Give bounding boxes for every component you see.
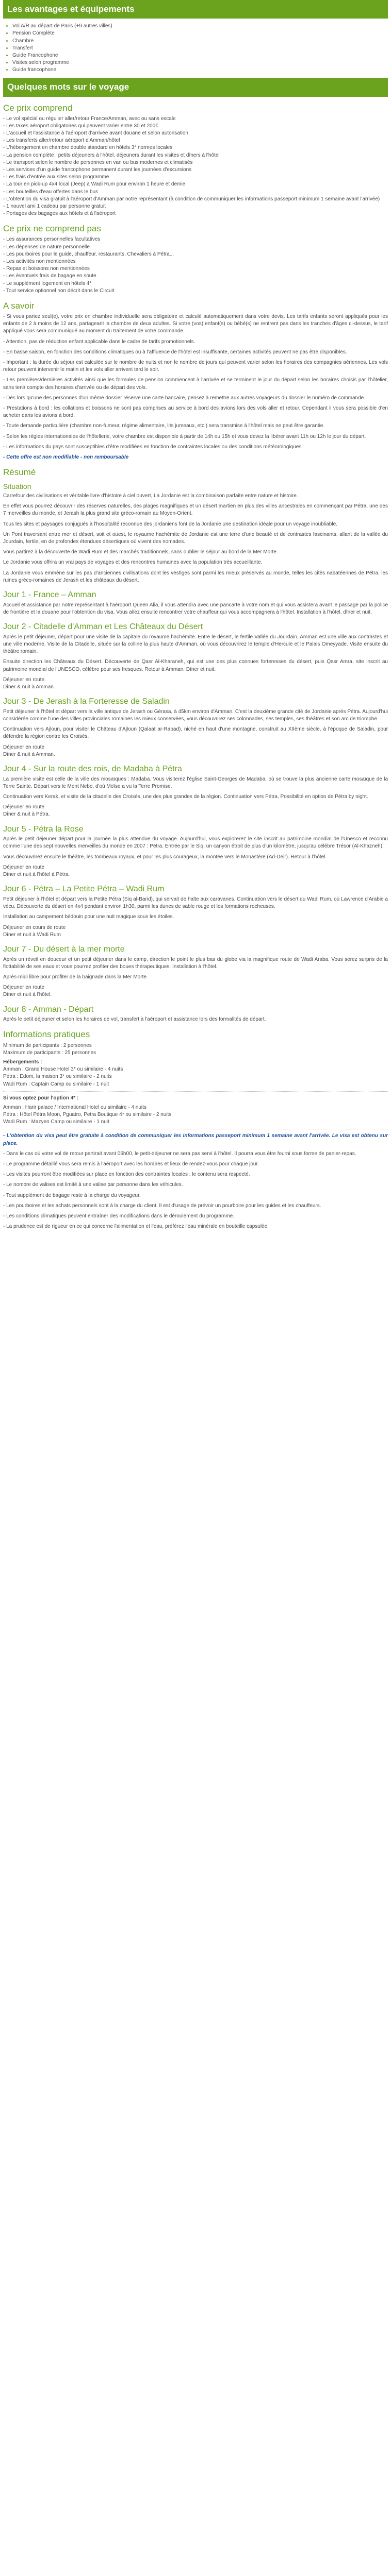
lodging-title: Hébergements : (3, 1059, 42, 1065)
day-7 (3, 944, 388, 999)
day-text: Après le petit déjeuner départ pour la journée la plus attendue du voyage. Aujourd'hui, vous explorerez le site inscrit au patrimoine mondial de l'Unesco et reconnu comme l'une des sept nouvelles merveilles du monde en 2007 : Pétra. Entrée par le Siq, un canyon étroit de plus d'un kilomètre, jusqu'au célèbre Trésor (Al-Khazneh). (3, 836, 388, 850)
advantage-item: • Chambre (12, 38, 388, 45)
day-title: Jour 8 - Amman - Départ (3, 1005, 94, 1014)
day-text: Petit déjeuner à l'hôtel et départ vers la ville antique de Jerash ou Gérasa, à 45km environ d'Amman. C'est la deuxième grande cité de Jordanie après Pétra. Aujourd'hui considérée comme l'une des villes provinciales romaines les mieux conservées, vous découvrirez ses colonnades, ses temples, ses théâtres et son arc de triomphe. (3, 708, 388, 722)
know-paragraph: - Si vous partez seul(e), votre prix en chambre individuelle sera obligatoire et calculé automatiquement dans votre devis. Les tarifs enfants seront appliqués pour les enfants de 2 à moins de 12 ans, partageant la chambre de deux adultes. Si votre (vos) enfant(s) ou bébé(s) ne rentrent pas dans les tranches d'âges ci-dessus, le tarif appliqué vous sera communiqué au moment du traitement de votre commande. (3, 314, 388, 334)
list-item: - Les frais d'entrée aux sites selon programme (3, 174, 109, 180)
list-item: - L'accueil et l'assistance à l'aéroport d'arrivée avant douane et selon autorisation (3, 130, 188, 137)
practical-paragraph: - Le nombre de valises est limité à une valise par personne dans les véhicules. (3, 1182, 183, 1188)
option-lodging-item: Amman : Harir palace / International Hotel ou similaire - 4 nuits (3, 1104, 146, 1110)
day-1 (3, 589, 388, 616)
know-paragraph: - Les premières/dernières activités ainsi que les formules de pension commencent à l'arrivée et se terminent le jour du départ selon les horaires choisis par l'hôtelier, sans tenir compte des horaires d'arrivée ou de départ des vols. (3, 377, 388, 391)
advantages-list (3, 23, 388, 74)
list-item: - Tout service optionnel non décrit dans le Circuit (3, 287, 115, 294)
price-includes-list (3, 115, 388, 218)
visa-note: - L'obtention du visa peut être gratuite à condition de communiquer les informations passeport minimum 1 semaine avant l'arrivée. Le visa est obtenu sur place. (3, 1133, 388, 1146)
day-meals: Déjeuner en route Dîner & nuit à Pétra. (3, 804, 50, 818)
divider (3, 1091, 388, 1092)
list-item: - Les transferts aller/retour aéroport d'Amman/hôtel (3, 138, 120, 144)
situation-title: Situation (3, 482, 31, 491)
list-item: - La pension complète : petits déjeuners à l'hôtel, déjeuners durant les visites et dîners à l'hôtel (3, 152, 220, 158)
day-text: Installation au campement bédouin pour une nuit magique sous les étoiles. (3, 914, 174, 920)
list-item: - Les assurances personnelles facultatives (3, 236, 101, 243)
list-item: - Le transport selon le nombre de personnes en van ou bus modernes et climatisés (3, 159, 193, 165)
price-excludes-title: Ce prix ne comprend pas (3, 224, 101, 234)
resume-paragraph: Le Jordanie vous offrira un vrai pays de voyages et des rencontres humaines avec la population très accueillante. (3, 560, 263, 566)
know-paragraph: - Toute demande particulière (chambre non-fumeur, régime alimentaire, lits jumeaux, etc.) sera transmise à l'hôtel mais ne peut être garantie. (3, 423, 325, 429)
day-text: Petit déjeuner à l'hôtel et départ vers la Petite Pétra (Siq al-Barid), qui servait de halte aux caravanes. Continuation vers le désert du Wadi Rum, où Lawrence d'Arabie a vécu. Découverte du désert en 4x4 pendant environ 1h30, parmi les dunes de sable rouge et les formations rocheuses. (3, 896, 388, 910)
know-title: A savoir (3, 300, 35, 311)
option-lodging-item: Wadi Rum : Mazyen Camp ou similaire - 1 nuit (3, 1119, 109, 1125)
day-5 (3, 824, 388, 879)
day-title: Jour 3 - De Jerash à la Forteresse de Saladin (3, 697, 170, 706)
know-paragraph: - Dès lors qu'une des personnes d'un même dossier réserve une carte bancaire, pensez à remettre aux autres voyageurs du dossier le numéro de commande. (3, 395, 365, 401)
know-paragraph: - Attention, pas de réduction enfant applicable dans le cadre de tarifs promotionnels. (3, 338, 196, 345)
day-title: Jour 4 - Sur la route des rois, de Madaba à Pétra (3, 764, 182, 773)
resume-paragraph: Vous partirez à la découverte de Wadi Rum et des marchés traditionnels, sans oublier le séjour au bord de la Mer Morte. (3, 549, 278, 555)
day-4 (3, 764, 388, 819)
know-paragraph: - Important : la durée du séjour est calculée sur le nombre de nuits et non le nombre de jours qui peuvent varier selon les horaires des compagnies aériennes. Les vols retour peuvent intervenir le matin et les vols aller arrivent tard le soir. (3, 360, 388, 373)
list-item: - Les pourboires pour le guide, chauffeur, restaurants, Chevaliers à Pétra... (3, 251, 174, 257)
day-text: Continuation vers Ajloun, pour visiter le Château d'Ajloun (Qalaat ar-Rabad), niché en haut d'une montagne, construit au XIIème siècle, à l'époque de Saladin, pour défendre la région contre les Croisés. (3, 726, 388, 740)
know-paragraph: - Prestations à bord : les collations et boissons ne sont pas comprises au service à bord des avions lors des vols aller et retour. Cependant il vous sera possible d'en acheter dans les avions à bord. (3, 405, 388, 419)
day-6 (3, 884, 388, 939)
practical-paragraph: - Les conditions climatiques peuvent entraîner des modifications dans le déroulement du programme. (3, 1213, 235, 1219)
day-text: Après le petit déjeuner et selon les horaires de vol, transfert à l'aéroport et assistance lors des formalités de départ. (3, 1016, 266, 1023)
practical-paragraph: - Les visites pourront être modifiées sur place en fonction des contraintes locales ; le contenu sera respecté. (3, 1172, 250, 1178)
day-meals: Déjeuner en route Dîner & nuit à Amman. (3, 744, 55, 757)
day-meals: Déjeuner en route Dîner et nuit à l'hôtel à Pétra. (3, 864, 70, 878)
advantages-banner: Les avantages et équipements (3, 0, 388, 19)
practical-paragraph: - Le programme détaillé vous sera remis à l'aéroport avec les horaires et lieux de rendez-vous pour chaque jour. (3, 1161, 259, 1167)
list-item: - Les activités non mentionnées (3, 259, 76, 264)
list-item: - L'hébergement en chambre double standard en hôtels 3* normes locales (3, 145, 173, 151)
lodging-item: Pétra : Edom, la maison 3* ou similaire - 2 nuits (3, 1074, 112, 1080)
lodging-item: Amman : Grand House Hotel 3* ou similaire - 4 nuits (3, 1066, 123, 1073)
practical-title: Informations pratiques (3, 1029, 90, 1040)
list-item: - 1 nouvel ami 1 cadeau par personne gratuit (3, 203, 106, 209)
day-text: Continuation vers Kerak, et visite de la citadelle des Croisés, une des plus grandes de la région. Continuation vers Pétra. Possibilité en option de Pétra by night. (3, 794, 368, 800)
day-text: Après-midi libre pour profiter de la baignade dans la Mer Morte. (3, 974, 148, 980)
participants-min: Minimum de participants : 2 personnes (3, 1042, 92, 1048)
resume-paragraph: Tous les sites et paysages conjugués à l'hospitalité reconnue des jordaniens font de la Jordanie une destination idéale pour un voyage inoubliable. (3, 521, 337, 527)
non-refundable-note: - Cette offre est non modifiable - non remboursable (3, 454, 129, 460)
list-item: - Le supplément logement en hôtels 4* (3, 280, 92, 286)
day-meals: Déjeuner en route Dîner et nuit à l'hôtel. (3, 985, 52, 998)
know-paragraph: - Selon les règles internationales de l'hôtellerie, votre chambre est disponible à partir de 14h ou 15h et vous devez la libérer avant 11h ou 12h le jour du départ. (3, 433, 366, 439)
day-title: Jour 6 - Pétra – La Petite Pétra – Wadi Rum (3, 885, 165, 894)
day-8 (3, 1004, 388, 1024)
day-text: Après un réveil en douceur et un petit déjeuner dans le camp, direction le point le plus bas du globe via la magnifique route de Wadi Araba. Vous serez surpris de la flottabilité de ses eaux et vous pourrez profiter des boues thérapeutiques. Installation à l'hôtel. (3, 956, 388, 970)
resume-title: Résumé (3, 467, 36, 478)
resume-paragraph: En effet vous pourrez découvrir des réserves naturelles, des plages magnifiques et un désert martien en plus des villes ancestrales en commençant par Pétra, une des 7 merveilles du monde, et Jerash la plus grand site gréco-romain au Moyen-Orient. (3, 503, 388, 517)
advantage-item: • Guide francophone (12, 66, 388, 74)
list-item: - Portages des bagages aux hôtels et à l'aéroport (3, 211, 116, 217)
list-item: - Les services d'un guide francophone permanent durant les journées d'excursions (3, 167, 192, 173)
practical-paragraph: - Dans le cas où votre vol de retour partirait avant 06h00, le petit-déjeuner ne sera pas servi à l'hôtel. Il pourra vous être fourni sous forme de panier-repas. (3, 1150, 356, 1157)
advantage-item: • Guide Francophone (12, 52, 388, 59)
price-includes-title: Ce prix comprend (3, 103, 73, 113)
list-item: - L'obtention du visa gratuit à l'aéroport d'Amman par notre représentant (à condition de communiquer les informations passeport minimum 1 semaine avant l'arrivée) (3, 196, 380, 202)
day-title: Jour 1 - France – Amman (3, 590, 96, 599)
participants-max: Maximum de participants : 25 personnes (3, 1049, 96, 1056)
list-item: - Les dépenses de nature personnelle (3, 244, 90, 250)
price-excludes-list (3, 236, 388, 295)
practical-paragraph: - Les pourboires et les achats personnels sont à la charge du client. Il est d'usage de prévoir un pourboire pour les guides et les chauffeurs. (3, 1202, 321, 1209)
day-title: Jour 7 - Du désert à la mer morte (3, 944, 125, 954)
resume-paragraph: La Jordanie vous emmène sur les pas d'anciennes civilisations dont les vestiges sont parmi les mieux préservés au monde, telles les cités nabatéennes de Pétra, les ruines gréco-romaines de Jerash et les châteaux du désert. (3, 570, 388, 583)
about-banner: Quelques mots sur le voyage (3, 78, 388, 96)
day-meals: Déjeuner en route. Dîner & nuit à Amman. (3, 676, 55, 690)
advantage-item: • Pension Complète (12, 30, 388, 37)
lodging-item: Wadi Rum : Captain Camp ou similaire - 1 nuit (3, 1081, 109, 1087)
know-paragraph: - En basse saison, en fonction des conditions climatiques ou à l'affluence de l'hôtel est insuffisante, certaines activités peuvent ne pas être disponibles. (3, 349, 347, 355)
option-lodging-item: Pétra : Hôtel Pétra Moon, Pguatro, Petra Boutique 4* ou similaire - 2 nuits (3, 1112, 172, 1118)
practical-paragraph: - La prudence est de rigueur en ce qui concerne l'alimentation et l'eau, préférez l'eau minérale en bouteille capsulée. (3, 1224, 269, 1230)
day-title: Jour 5 - Pétra la Rose (3, 824, 84, 834)
list-item: - Les bouteilles d'eau offertes dans le bus (3, 189, 99, 195)
day-text: Vous découvrirez ensuite le théâtre, les tombeaux royaux, et pour les plus courageux, la montée vers le Monastère (Ad-Deir). Retour à l'hôtel. (3, 854, 327, 860)
day-title: Jour 2 - Citadelle d'Amman et Les Châteaux du Désert (3, 622, 203, 632)
list-item: - Les taxes aéroport obligatoires qui peuvent varier entre 30 et 200€ (3, 123, 158, 129)
resume-paragraph: Un Pont traversant entre mer et désert, soit et ouest, le royaume hachémite de Jordanie est une terre d'une beauté et de contrastes fascinants, allant de la vallée du Jourdain, fertile, en de profondes étendues désertiques où vivent des nomades. (3, 531, 388, 545)
option-title: Si vous optez pour l'option 4* : (3, 1095, 79, 1101)
list-item: - Les éventuels frais de bagage en soute (3, 273, 96, 279)
list-item: - Le vol spécial ou régulier aller/retour France/Amman, avec ou sans escale (3, 115, 176, 122)
day-text: Après le petit déjeuner, départ pour une visite de la capitale du royaume hachémite. Entre le désert, le fertile Vallée du Jourdain, Amman est une ville aux contrastes et une ville moderne. Visite de la Citadelle, située sur la colline la plus haute d'Amman, où vous découvrirez le temple d'Hercule et le Palais Omeyyade. Visite ensuite du théâtre romain. (3, 634, 388, 655)
day-3 (3, 696, 388, 758)
day-text: Accueil et assistance par notre représentant à l'aéroport Queen Alia, il vous attendra avec une pancarte à votre nom et qui vous assistera avant le passage par la police de frontière et la douane pour l'obtention du visa. Vous allez ensuite rencontrer votre chauffeur qui vous accompagnera à l'hôtel. Installation à l'hôtel, dîner et nuit. (3, 602, 388, 615)
day-2 (3, 621, 388, 691)
advantage-item: • Visites selon programme (12, 59, 388, 66)
list-item: - La tour en pick-up 4x4 local (Jeep) à Wadi Rum pour environ 1 heure et demie (3, 181, 186, 188)
know-paragraph: - Les informations du pays sont susceptibles d'être modifiées en fonction de contraintes locales ou des conditions météorologiques. (3, 444, 303, 450)
list-item: - Repas et boissons non mentionnées (3, 266, 90, 272)
resume-paragraph: Carrefour des civilisations et véritable livre d'histoire à ciel ouvert, La Jordanie est la combinaison parfaite entre nature et histoire. (3, 493, 298, 499)
day-text: Ensuite direction les Châteaux du Désert. Découverte de Qasr Al-Kharaneh, qui est une des plus connues forteresses du désert, puis Qasr Amra, site inscrit au patrimoine mondial de l'UNESCO, célèbre pour ses fresques. Retour à Amman. Dîner et nuit. (3, 659, 388, 672)
advantage-item: • Transfert (12, 45, 388, 52)
practical-paragraph: - Tout supplément de bagage reste à la charge du voyageur. (3, 1192, 141, 1198)
day-text: La première visite est celle de la ville des mosaïques : Madaba. Vous visiterez l'église Saint-Georges de Madaba, où se trouve la plus ancienne carte mosaïque de la Terre Sainte. Départ vers le Mont Nebo, d'où Moïse a vu la Terre Promise. (3, 776, 388, 789)
advantage-item: • Vol A/R au départ de Paris (+9 autres villes) (12, 23, 388, 30)
page-content (0, 0, 391, 1230)
day-meals: Déjeuner en cours de route Dîner et nuit à Wadi Rum (3, 924, 66, 938)
